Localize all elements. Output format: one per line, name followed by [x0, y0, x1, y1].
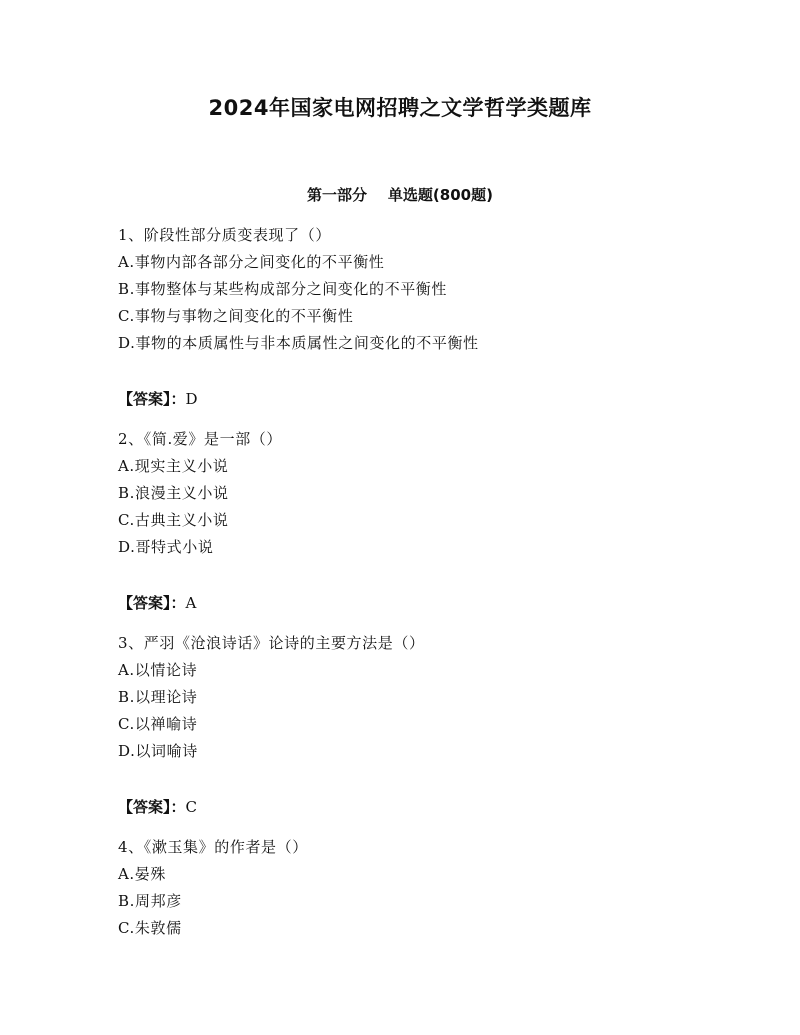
question-3-answer	[118, 797, 197, 817]
question-1-answer	[118, 389, 198, 409]
answer-value: A	[185, 594, 197, 612]
document-title: 2024年国家电网招聘之文学哲学类题库	[208, 96, 592, 120]
question-3-option-a: A.以情论诗	[118, 661, 198, 679]
question-1-stem: 1、阶段性部分质变表现了（）	[118, 226, 331, 244]
question-4-option-c: C.朱敦儒	[118, 919, 182, 937]
question-2-option-c: C.古典主义小说	[118, 511, 229, 529]
question-3-option-b: B.以理论诗	[118, 688, 198, 706]
answer-value: D	[185, 390, 198, 408]
question-2-stem: 2、《简.爱》是一部（）	[118, 430, 283, 448]
answer-label: 【答案】：	[118, 390, 186, 408]
question-1-option-b: B.事物整体与某些构成部分之间变化的不平衡性	[118, 280, 447, 298]
question-4-stem: 4、《漱玉集》的作者是（）	[118, 838, 308, 856]
answer-label: 【答案】：	[118, 798, 186, 816]
section-heading: 第一部分 单选题(800题)	[307, 186, 493, 204]
question-2-answer	[118, 593, 196, 613]
question-2-option-b: B.浪漫主义小说	[118, 484, 229, 502]
question-3-option-c: C.以禅喻诗	[118, 715, 198, 733]
question-2-option-a: A.现实主义小说	[118, 457, 229, 475]
answer-label: 【答案】：	[118, 594, 186, 612]
question-4-option-a: A.晏殊	[118, 865, 167, 883]
question-1-option-a: A.事物内部各部分之间变化的不平衡性	[118, 253, 385, 271]
question-3-option-d: D.以词喻诗	[118, 742, 198, 760]
question-4-option-b: B.周邦彦	[118, 892, 182, 910]
answer-value: C	[185, 798, 197, 816]
question-1-option-d: D.事物的本质属性与非本质属性之间变化的不平衡性	[118, 334, 479, 352]
question-1-option-c: C.事物与事物之间变化的不平衡性	[118, 307, 354, 325]
question-3-stem: 3、严羽《沧浪诗话》论诗的主要方法是（）	[118, 634, 425, 652]
question-2-option-d: D.哥特式小说	[118, 538, 214, 556]
